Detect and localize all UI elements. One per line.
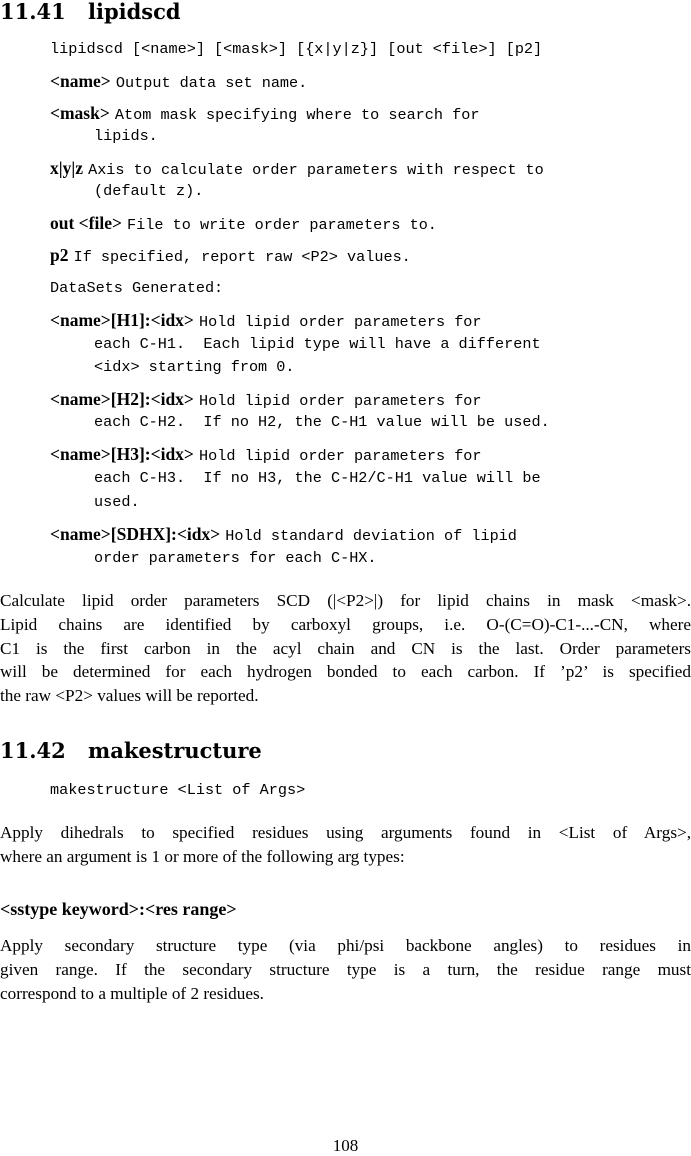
dataset-desc: Hold standard deviation of lipid	[225, 527, 517, 545]
arg-desc-cont: lipids.	[94, 127, 158, 145]
arg-desc: Output data set name.	[115, 74, 308, 92]
dataset-key: <name>[H3]:<idx>	[50, 444, 194, 464]
arg-key: x|y|z	[50, 158, 83, 178]
dataset-desc-cont: each C-H2. If no H2, the C-H1 value will be used.	[94, 413, 550, 431]
paragraph-line: where an argument is 1 or more of the following arg types:	[0, 846, 405, 866]
usage-lipidscd: lipidscd [<name>] [<mask>] [{x|y|z}] [out <file>] [p2]	[50, 40, 543, 58]
makestructure-sstype-description	[0, 934, 691, 1005]
subheading-sstype: <sstype keyword>:<res range>	[0, 899, 237, 919]
dataset-desc: Hold lipid order parameters for	[199, 392, 482, 410]
section-title-makestructure	[0, 739, 262, 763]
dataset-desc-cont: <idx> starting from 0.	[94, 358, 295, 376]
dataset-h3	[50, 443, 482, 467]
arg-desc-cont: (default z).	[94, 182, 204, 200]
dataset-desc: Hold lipid order parameters for	[199, 313, 482, 331]
arg-out	[50, 212, 437, 236]
dataset-desc: Hold lipid order parameters for	[199, 447, 482, 465]
arg-axis	[50, 157, 544, 181]
arg-key: <mask>	[50, 103, 110, 123]
dataset-desc-cont: each C-H1. Each lipid type will have a different	[94, 335, 541, 353]
dataset-key: <name>[H2]:<idx>	[50, 389, 194, 409]
dataset-desc-cont: each C-H3. If no H3, the C-H2/C-H1 value will be	[94, 469, 541, 487]
dataset-sdhx	[50, 523, 517, 547]
dataset-key: <name>[H1]:<idx>	[50, 310, 194, 330]
paragraph-line: the raw <P2> values will be reported.	[0, 686, 259, 706]
dataset-h1	[50, 309, 482, 333]
page-number: 108	[332, 1136, 359, 1155]
arg-desc: Axis to calculate order parameters with respect to	[88, 161, 544, 179]
paragraph-line: C1 is the first carbon in the acyl chain and CN is the last. Order parameters	[0, 638, 691, 658]
section-name: makestructure	[88, 738, 262, 763]
lipidscd-description	[0, 589, 691, 708]
paragraph-line: Apply secondary structure type (via phi/psi backbone angles) to residues in	[0, 936, 691, 955]
dataset-desc-cont: order parameters for each C-HX.	[94, 549, 377, 567]
arg-mask	[50, 102, 479, 126]
section-number: 11.42	[0, 738, 66, 763]
paragraph-line: Calculate lipid order parameters SCD (|<P2>|) for lipid chains in mask <mask>.	[0, 591, 691, 610]
usage-makestructure: makestructure <List of Args>	[50, 781, 306, 799]
arg-p2	[50, 244, 411, 268]
section-title-lipidscd	[0, 0, 181, 24]
arg-desc: File to write order parameters to.	[127, 216, 437, 234]
arg-key: <name>	[50, 71, 111, 91]
arg-desc: If specified, report raw <P2> values.	[73, 248, 411, 266]
makestructure-intro	[0, 821, 691, 869]
arg-key: out <file>	[50, 213, 122, 233]
arg-name	[50, 70, 307, 94]
datasets-label: DataSets Generated:	[50, 279, 224, 297]
dataset-h2	[50, 388, 482, 412]
section-number: 11.41	[0, 0, 66, 24]
dataset-desc-cont: used.	[94, 493, 140, 511]
arg-key: p2	[50, 245, 69, 265]
section-name: lipidscd	[88, 0, 181, 24]
paragraph-line: correspond to a multiple of 2 residues.	[0, 983, 264, 1003]
paragraph-line: Apply dihedrals to specified residues using arguments found in <List of Args>,	[0, 823, 691, 842]
paragraph-line: given range. If the secondary structure type is a turn, the residue range must	[0, 959, 691, 979]
paragraph-line: will be determined for each hydrogen bonded to each carbon. If ’p2’ is specified	[0, 662, 691, 682]
dataset-key: <name>[SDHX]:<idx>	[50, 524, 221, 544]
arg-desc: Atom mask specifying where to search for	[114, 106, 480, 124]
paragraph-line: Lipid chains are identified by carboxyl groups, i.e. O-(C=O)-C1-...-CN, where	[0, 614, 691, 634]
